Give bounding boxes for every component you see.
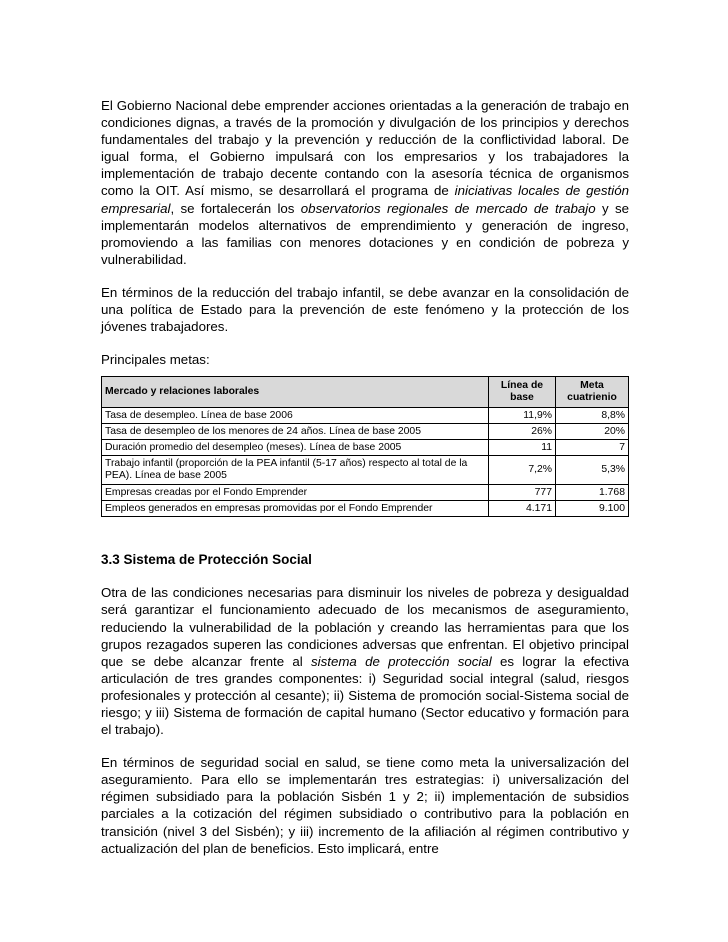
row-target: 7 (556, 440, 629, 456)
goals-table (101, 376, 629, 517)
header-category: Mercado y relaciones laborales (102, 377, 489, 408)
row-target: 9.100 (556, 501, 629, 517)
intro-paragraph-2: En términos de la reducción del trabajo infantil, se debe avanzar en la consolidación de una política de Estado para la prevención de este fenómeno y la protección de los jóvenes trabajadores. (101, 284, 629, 335)
section-paragraph-1 (101, 584, 629, 738)
section-heading: 3.3 Sistema de Protección Social (101, 552, 312, 568)
row-target: 1.768 (556, 485, 629, 501)
row-baseline: 7,2% (489, 456, 556, 485)
table-row (102, 424, 629, 440)
row-label: Empresas creadas por el Fondo Emprender (102, 485, 489, 501)
table-row (102, 485, 629, 501)
italic-text: observatorios regionales de mercado de trabajo (300, 200, 596, 216)
header-baseline: Línea de base (489, 377, 556, 408)
row-label: Trabajo infantil (proporción de la PEA infantil (5-17 años) respecto al total de la PEA). Línea de base 2005 (102, 456, 489, 485)
row-label: Tasa de desempleo. Línea de base 2006 (102, 408, 489, 424)
section-paragraph-2: En términos de seguridad social en salud, se tiene como meta la universalización del aseguramiento. Para ello se implementarán tres estrategias: i) universalización del régimen subsidiado para la población Sisbén 1 y 2; ii) implementación de subsidios parciales a la cotización del régimen subsidiado o contributivo para la población en transición (nivel 3 del Sisbén); y iii) incremento de la afiliación al régimen contributivo y actualización del plan de beneficios. Esto implicará, entre (101, 755, 629, 856)
table-row (102, 456, 629, 485)
row-target: 5,3% (556, 456, 629, 485)
goals-label: Principales metas: (101, 352, 210, 368)
text-run: y se implementarán modelos alternativos de emprendimiento y generación de ingreso, promoviendo a las familias con menores dotaciones y en condición de pobreza y vulnerabilidad. (101, 200, 629, 267)
row-baseline: 11,9% (489, 408, 556, 424)
row-target: 8,8% (556, 408, 629, 424)
italic-text: iniciativas locales de gestión empresarial (101, 183, 629, 216)
text-run: es lograr la efectiva articulación de tres grandes componentes: i) Seguridad social integral (salud, riesgos profesionales y protección al cesante); ii) Sistema de promoción social-Sistema social de riesgo; y iii) Sistema de formación de capital humano (Sector educativo y formación para el trabajo). (101, 653, 629, 738)
row-target: 20% (556, 424, 629, 440)
document-page (101, 97, 629, 857)
text-run: , se fortalecerán los (170, 200, 301, 216)
italic-text: sistema de protección social (311, 653, 492, 669)
row-baseline: 777 (489, 485, 556, 501)
table-row (102, 408, 629, 424)
row-label: Tasa de desempleo de los menores de 24 años. Línea de base 2005 (102, 424, 489, 440)
table-row (102, 501, 629, 517)
table-row (102, 440, 629, 456)
intro-paragraph-1 (101, 97, 629, 268)
row-baseline: 4.171 (489, 501, 556, 517)
text-run: El Gobierno Nacional debe emprender acciones orientadas a la generación de trabajo en condiciones dignas, a través de la promoción y divulgación de los principios y derechos fundamentales del trabajo y la prevención y reducción de la conflictividad laboral. De igual forma, el Gobierno impulsará con los empresarios y los trabajadores la implementación de trabajo decente contando con la asesoría técnica de organismos como la OIT. Así mismo, se desarrollará el programa de (101, 98, 629, 199)
row-baseline: 26% (489, 424, 556, 440)
row-label: Empleos generados en empresas promovidas por el Fondo Emprender (102, 501, 489, 517)
row-baseline: 11 (489, 440, 556, 456)
header-target: Meta cuatrienio (556, 377, 629, 408)
text-run: Otra de las condiciones necesarias para disminuir los niveles de pobreza y desigualdad será garantizar el funcionamiento adecuado de los mecanismos de aseguramiento, reduciendo la vulnerabilidad de la población y creando las herramientas para que los grupos rezagados superen las condiciones adversas que enfrentan. El objetivo principal que se debe alcanzar frente al (101, 585, 629, 669)
table-header-row (102, 377, 629, 408)
row-label: Duración promedio del desempleo (meses). Línea de base 2005 (102, 440, 489, 456)
